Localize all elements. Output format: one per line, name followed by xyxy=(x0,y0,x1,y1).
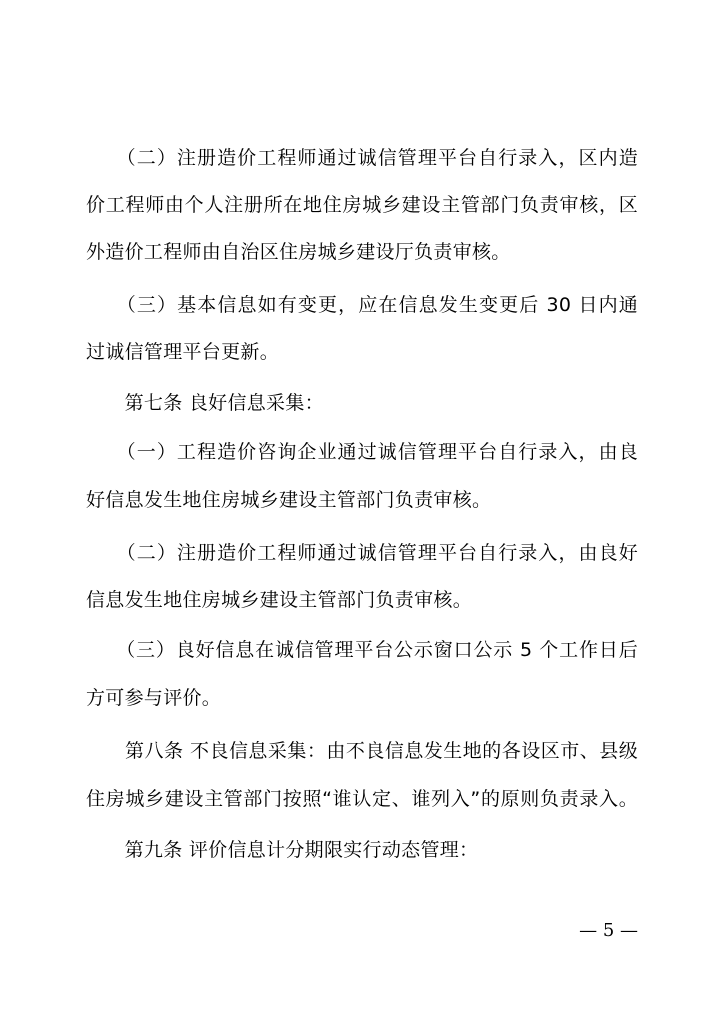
text-line: 第八条 不良信息采集：由不良信息发生地的各设区市、县级 xyxy=(86,740,638,762)
text-line: （三）基本信息如有变更，应在信息发生变更后 30 日内通 xyxy=(86,294,638,316)
text-line: 好信息发生地住房城乡建设主管部门负责审核。 xyxy=(86,489,492,511)
text-line: 住房城乡建设主管部门按照“谁认定、谁列入”的原则负责录入。 xyxy=(86,788,638,810)
text-line: （二）注册造价工程师通过诚信管理平台自行录入，区内造 xyxy=(86,147,638,169)
text-line: 过诚信管理平台更新。 xyxy=(86,341,280,363)
text-line: 价工程师由个人注册所在地住房城乡建设主管部门负责审核，区 xyxy=(86,194,638,216)
text-line: （二）注册造价工程师通过诚信管理平台自行录入，由良好 xyxy=(86,542,638,564)
text-line: （三）良好信息在诚信管理平台公示窗口公示 5 个工作日后 xyxy=(86,639,638,661)
text-line: （一）工程造价咨询企业通过诚信管理平台自行录入，由良 xyxy=(86,441,638,463)
article-heading: 第九条 评价信息计分期限实行动态管理： xyxy=(86,839,479,861)
article-heading: 第七条 良好信息采集： xyxy=(86,392,324,414)
text-line: 方可参与评价。 xyxy=(86,687,222,709)
page-number: — 5 — xyxy=(579,920,638,941)
text-line: 外造价工程师由自治区住房城乡建设厅负责审核。 xyxy=(86,241,511,263)
text-line: 信息发生地住房城乡建设主管部门负责审核。 xyxy=(86,589,473,611)
